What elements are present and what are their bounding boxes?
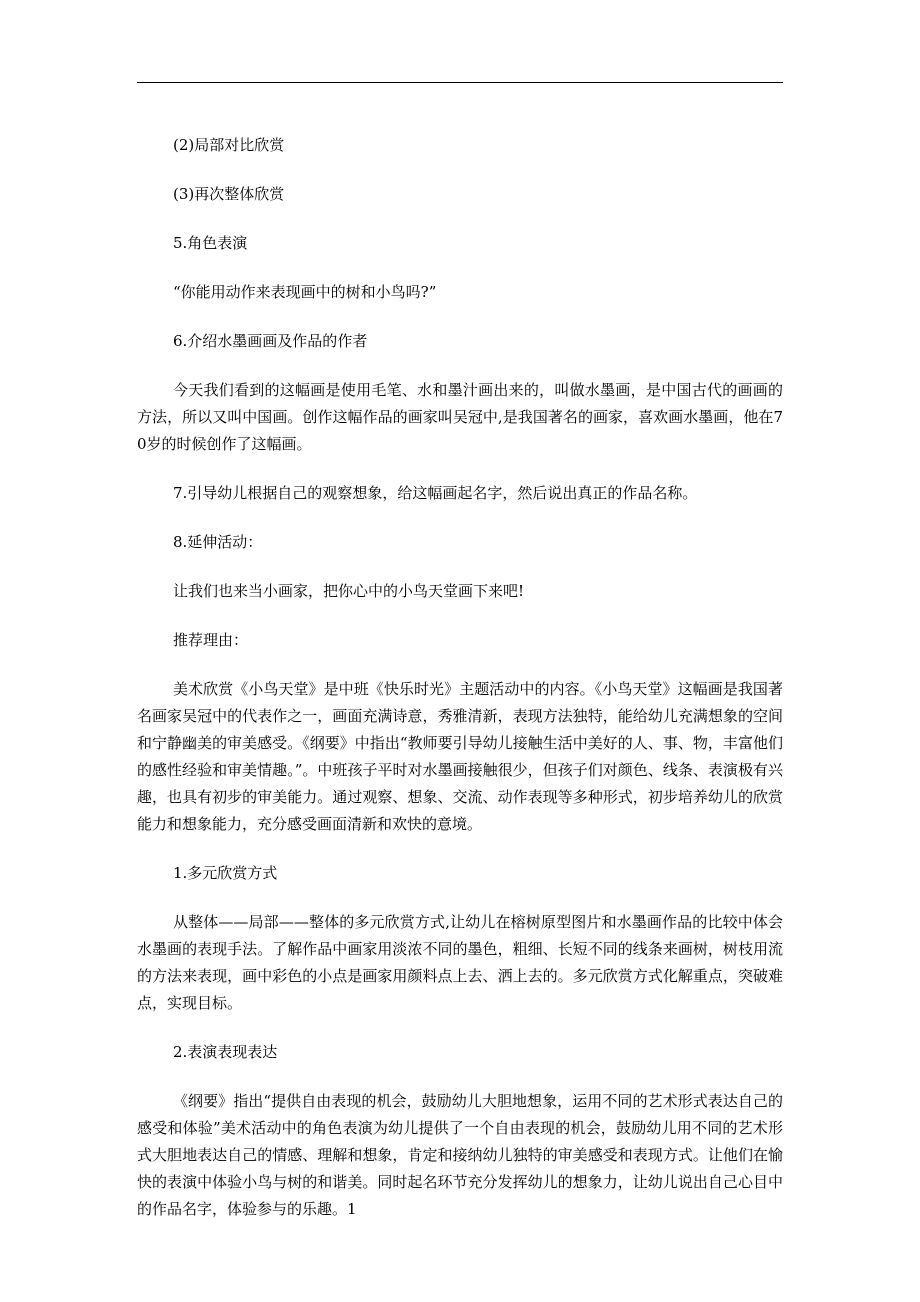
ink-painting-intro-paragraph: 今天我们看到的这幅画是使用毛笔、水和墨汁画出来的，叫做水墨画，是中国古代的画画的方法，所以又叫中国画。创作这幅作品的画家叫吴冠中,是我国著名的画家，喜欢画水墨画，他在70岁的时候创作了这幅画。	[137, 381, 783, 453]
point-2-paragraph: 《纲要》指出“提供自由表现的机会，鼓励幼儿大胆地想象，运用不同的艺术形式表达自己的感受和体验”美术活动中的角色表演为幼儿提供了一个自由表现的机会，鼓励幼儿用不同的艺术形式大胆地表达自己的情感、理解和想象，肯定和接纳幼儿独特的审美感受和表现方式。让他们在愉快的表演中体验小鸟与树的和谐美。同时起名环节充分发挥幼儿的想象力，让幼儿说出自己心目中的作品名字，体验参与的乐趣。1	[137, 1092, 783, 1218]
recommendation-heading: 推荐理由：	[173, 631, 249, 649]
extension-activity-text: 让我们也来当小画家，把你心中的小鸟天堂画下来吧!	[173, 582, 525, 600]
section-8-heading: 8.延伸活动：	[173, 533, 263, 551]
recommendation-paragraph: 美术欣赏《小鸟天堂》是中班《快乐时光》主题活动中的内容。《小鸟天堂》这幅画是我国著名画家吴冠中的代表作之一，画面充满诗意，秀雅清新，表现方法独特，能给幼儿充满想象的空间和宁静幽美的审美感受。《纲要》中指出“教师要引导幼儿接触生活中美好的人、事、物，丰富他们的感性经验和审美情趣。”。中班孩子平时对水墨画接触很少，但孩子们对颜色、线条、表演极有兴趣，也具有初步的审美能力。通过观察、想象、交流、动作表现等多种形式，初步培养幼儿的欣赏能力和想象能力，充分感受画面清新和欢快的意境。	[137, 680, 783, 833]
step-3-whole-appreciation: (3)再次整体欣赏	[173, 185, 285, 203]
point-1-heading: 1.多元欣赏方式	[173, 864, 278, 882]
section-5-heading: 5.角色表演	[173, 234, 248, 252]
document-body	[137, 132, 783, 1245]
section-6-heading: 6.介绍水墨画画及作品的作者	[173, 332, 368, 350]
role-play-question: “你能用动作来表现画中的树和小鸟吗?”	[173, 283, 437, 301]
header-rule	[137, 82, 783, 83]
point-1-paragraph: 从整体——局部——整体的多元欣赏方式,让幼儿在榕树原型图片和水墨画作品的比较中体会水墨画的表现手法。了解作品中画家用淡浓不同的墨色，粗细、长短不同的线条来画树，树枝用流的方法来表现，画中彩色的小点是画家用颜料点上去、洒上去的。多元欣赏方式化解重点，突破难点，实现目标。	[137, 913, 783, 1012]
point-2-heading: 2.表演表现表达	[173, 1043, 278, 1061]
step-2-partial-comparison: (2)局部对比欣赏	[173, 136, 285, 154]
section-7-text: 7.引导幼儿根据自己的观察想象，给这幅画起名字，然后说出真正的作品名称。	[173, 484, 698, 502]
